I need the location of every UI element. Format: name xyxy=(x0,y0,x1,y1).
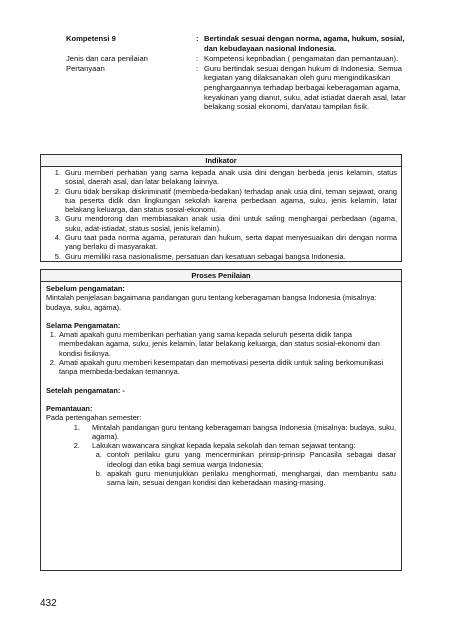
proses-title: Proses Penilaian xyxy=(41,270,401,282)
indikator-title: Indikator xyxy=(41,155,401,167)
sebelum-text: Mintalah penjelasan bagaimana pandangan guru tentang keberagaman bangsa Indonesia (misalnya: budaya, suku, agama). xyxy=(46,293,377,312)
header-row-question xyxy=(66,64,406,112)
proses-penilaian-box xyxy=(40,269,402,571)
indikator-box xyxy=(40,154,402,262)
proses-content xyxy=(41,282,401,488)
sebelum-heading: Sebelum pengamatan: xyxy=(46,284,125,293)
competency-header xyxy=(66,34,406,112)
indikator-item: 2. Guru tidak bersikap diskriminatif (membeda-bedakan) terhadap anak usia dini, teman sejawat, orang tua peserta didik dan lingkungan sekolah karena perbedaan agama, suku, jenis kelamin, latar belakang keluarga, dan status sosial-ekonomi. xyxy=(63,187,397,215)
indikator-item: 4. Guru taat pada norma agama, peraturan dan hukum, serta dapat menyesuaikan diri dengan norma yang berlaku di masyarakat. xyxy=(63,233,397,252)
header-row-competency xyxy=(66,34,406,53)
selama-heading: Selama Pengamatan: xyxy=(46,320,121,330)
indikator-item: 1. Guru memberi perhatian yang sama kepada anak usia dini dengan berbeda jenis kelamin, status sosial, daerah asal, dan latar belakang lainnya. xyxy=(63,168,397,187)
header-label: Jenis dan cara penilaian xyxy=(66,54,148,64)
pemantauan-heading: Pemantauan: xyxy=(46,403,93,413)
pemantauan-subitem: a. contoh perilaku guru yang mencerminkan prinsip-prinsip Pancasila sebagai dasar ideologi dan etika bagi semua warga Indonesia; xyxy=(104,450,396,469)
selama-item: 1. Amati apakah guru memberikan perhatian yang sama kepada seluruh peserta didik tanpa membedakan agama, suku, jenis kelamin, latar belakang keluarga, dan status sosial-ekonomi dan kondisi fisiknya. xyxy=(58,330,396,358)
setelah-heading: Setelah pengamatan: - xyxy=(46,385,125,395)
header-label: Kompetensi 9 xyxy=(66,34,116,43)
header-label: Pertanyaan xyxy=(66,63,105,73)
selama-list xyxy=(46,330,396,376)
pemantauan-item-text: Lakukan wawancara singkat kepada kepala sekolah dan teman sejawat tentang: xyxy=(92,441,356,451)
header-colon: : xyxy=(196,54,199,64)
pemantauan-intro: Pada pertengahan semester: xyxy=(46,413,142,423)
header-value: Bertindak sesuai dengan norma, agama, hukum, sosial, dan kebudayaan nasional Indonesia. xyxy=(204,34,405,53)
header-value: Guru bertindak sesuai dengan hukum di Indonesia. Semua kegiatan yang dilaksanakan oleh guru mengindikasikan penghargaannya terhadap berbagai keberagaman agama, keyakinan yang dianut, suku, adat istiadat daerah asal, latar belakang sosial ekonomi, dan/atau tampilan fisik. xyxy=(204,63,406,112)
pemantauan-list xyxy=(46,423,396,488)
pemantauan-subitem: b. apakah guru menunjukkan perilaku menghormati, menghargai, dan membantu satu sama lain, sesuai dengan kondisi dan keberadaan masing-masing. xyxy=(104,469,396,488)
pemantauan-item: 1. Mintalah pandangan guru tentang keberagaman bangsa Indonesia (misalnya: budaya, suku, agama). xyxy=(82,423,396,442)
header-colon: : xyxy=(196,34,199,43)
indikator-list xyxy=(41,168,401,261)
header-value: Kompetensi kepribadian ( pengamatan dan pemantauan). xyxy=(204,54,399,64)
header-row-assessment-type xyxy=(66,54,406,64)
pemantauan-sublist xyxy=(92,450,396,487)
selama-item: 2. Amati apakah guru memberi kesempatan dan memotivasi peserta didik untuk saling berkomunikasi tanpa membeda-bedakan temannya. xyxy=(58,358,396,377)
header-colon: : xyxy=(196,63,199,73)
indikator-item: 5. Guru memiliki rasa nasionalisme, persatuan dan kesatuan sebagai bangsa Indonesia. xyxy=(63,252,397,261)
pemantauan-item xyxy=(82,441,396,487)
page-number: 432 xyxy=(40,598,57,609)
indikator-item: 3. Guru mendorong dan membiasakan anak usia dini untuk saling menghargai perbedaan (agama, suku, adat-istiadat, status sosial, jenis kelamin). xyxy=(63,214,397,233)
